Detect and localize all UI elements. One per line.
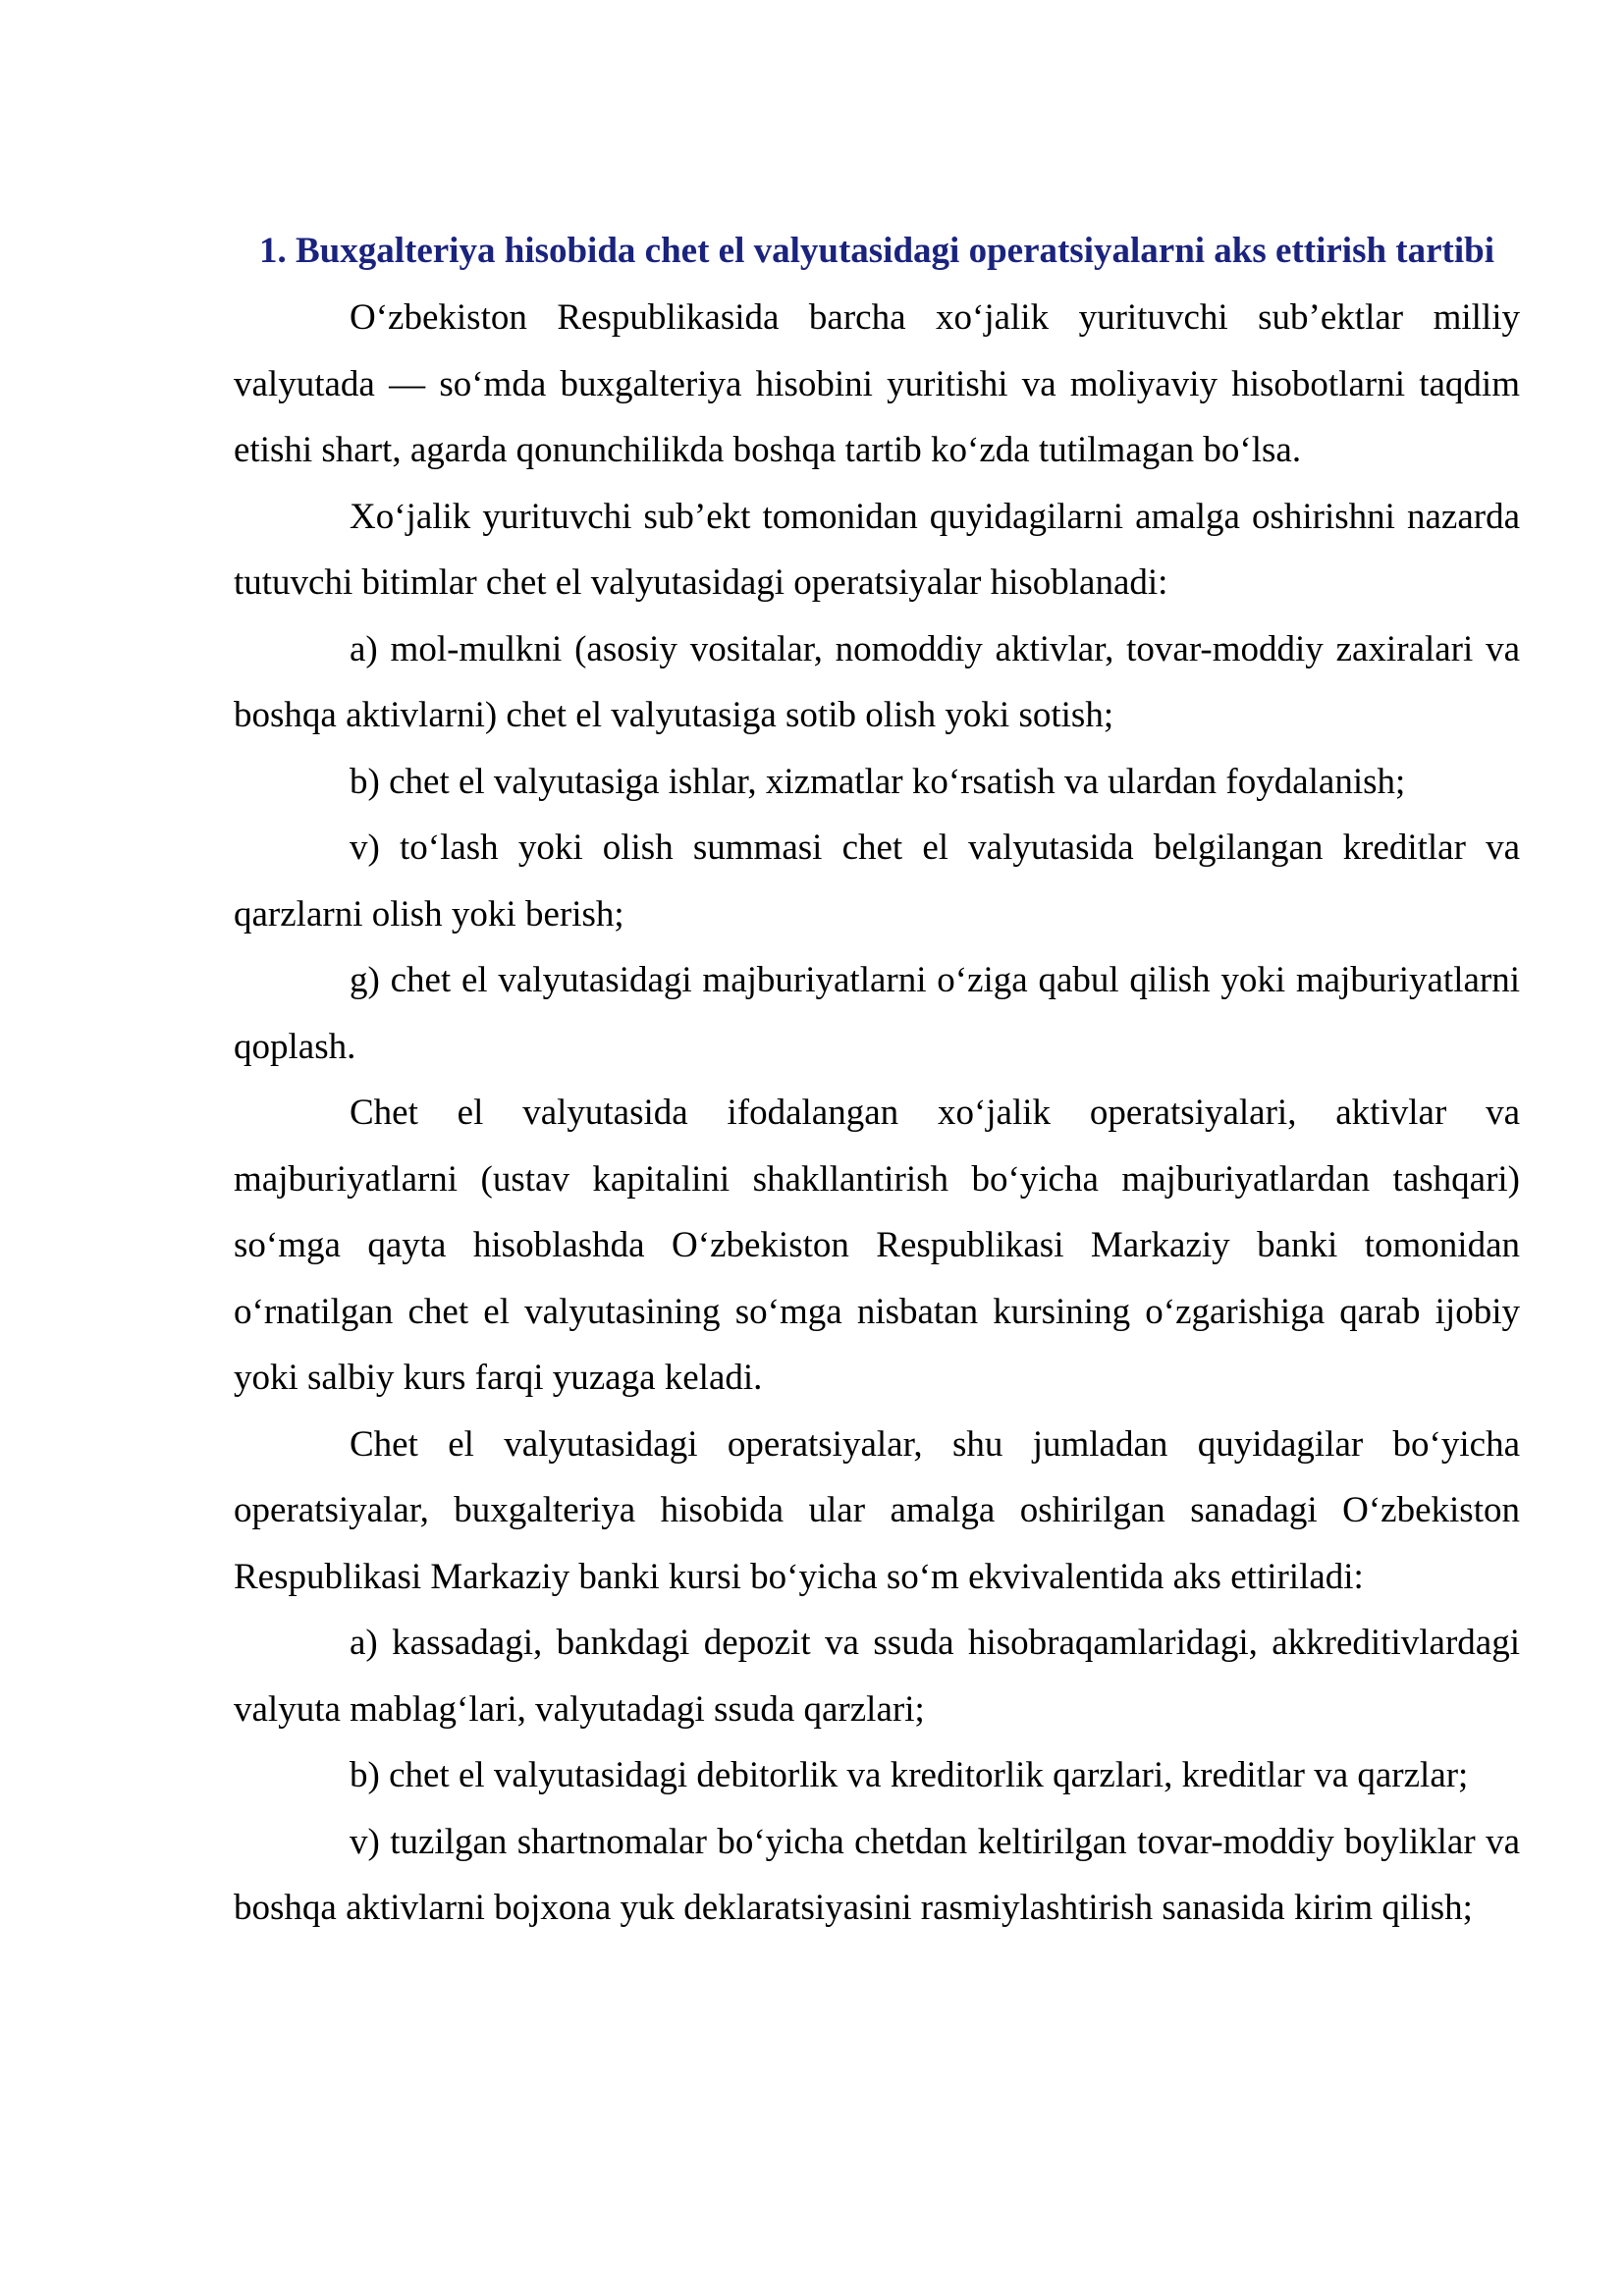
list-item-v-2: v) tuzilgan shartnomalar bo‘yicha chetdan keltirilgan tovar-moddiy boyliklar va boshqa aktivlarni bojxona yuk deklaratsiyasini rasmiylashtirish sanasida kirim qilish; <box>234 1821 1520 1928</box>
list-item-v: v) to‘lash yoki olish summasi chet el valyutasida belgilangan kreditlar va qarzlarni olish yoki berish; <box>234 828 1520 934</box>
list-item-a-2: a) kassadagi, bankdagi depozit va ssuda hisobraqamlaridagi, akkreditivlardagi valyuta mablag‘lari, valyutadagi ssuda qarzlari; <box>234 1623 1520 1730</box>
paragraph-intro: O‘zbekiston Respublikasida barcha xo‘jalik yurituvchi sub’ektlar milliy valyutada — so‘mda buxgalteriya hisobini yuritishi va moliyaviy hisobotlarni taqdim etishi shart, agarda qonunchilikda boshqa tartib ko‘zda tutilmagan bo‘lsa. <box>234 297 1520 470</box>
document-page <box>234 218 1520 1942</box>
list-item-b: b) chet el valyutasiga ishlar, xizmatlar ko‘rsatish va ulardan foydalanish; <box>350 761 1406 802</box>
list-item-a: a) mol-mulkni (asosiy vositalar, nomoddiy aktivlar, tovar-moddiy zaxiralari va boshqa aktivlarni) chet el valyutasiga sotib olish yoki sotish; <box>234 628 1520 735</box>
paragraph-exchange-difference: Chet el valyutasida ifodalangan xo‘jalik operatsiyalari, aktivlar va majburiyatlarni (ustav kapitalini shakllantirish bo‘yicha majburiyatlardan tashqari) so‘mga qayta hisoblashda O‘zbekiston Respublikasi Markaziy banki tomonidan o‘rnatilgan chet el valyutasining so‘mga nisbatan kursining o‘zgarishiga qarab ijobiy yoki salbiy kurs farqi yuzaga keladi. <box>234 1093 1520 1398</box>
list-item-g: g) chet el valyutasidagi majburiyatlarni o‘ziga qabul qilish yoki majburiyatlarni qoplash. <box>234 960 1520 1067</box>
paragraph-definition: Xo‘jalik yurituvchi sub’ekt tomonidan quyidagilarni amalga oshirishni nazarda tutuvchi bitimlar chet el valyutasidagi operatsiyalar hisoblanadi: <box>234 496 1520 603</box>
list-item-b-2: b) chet el valyutasidagi debitorlik va kreditorlik qarzlari, kreditlar va qarzlar; <box>350 1755 1469 1795</box>
paragraph-operations: Chet el valyutasidagi operatsiyalar, shu jumladan quyidagilar bo‘yicha operatsiyalar, buxgalteriya hisobida ular amalga oshirilgan sanadagi O‘zbekiston Respublikasi Markaziy banki kursi bo‘yicha so‘m ekvivalentida aks ettiriladi: <box>234 1423 1520 1597</box>
section-heading: 1. Buxgalteriya hisobida chet el valyutasidagi operatsiyalarni aks ettirish tartibi <box>258 231 1495 271</box>
